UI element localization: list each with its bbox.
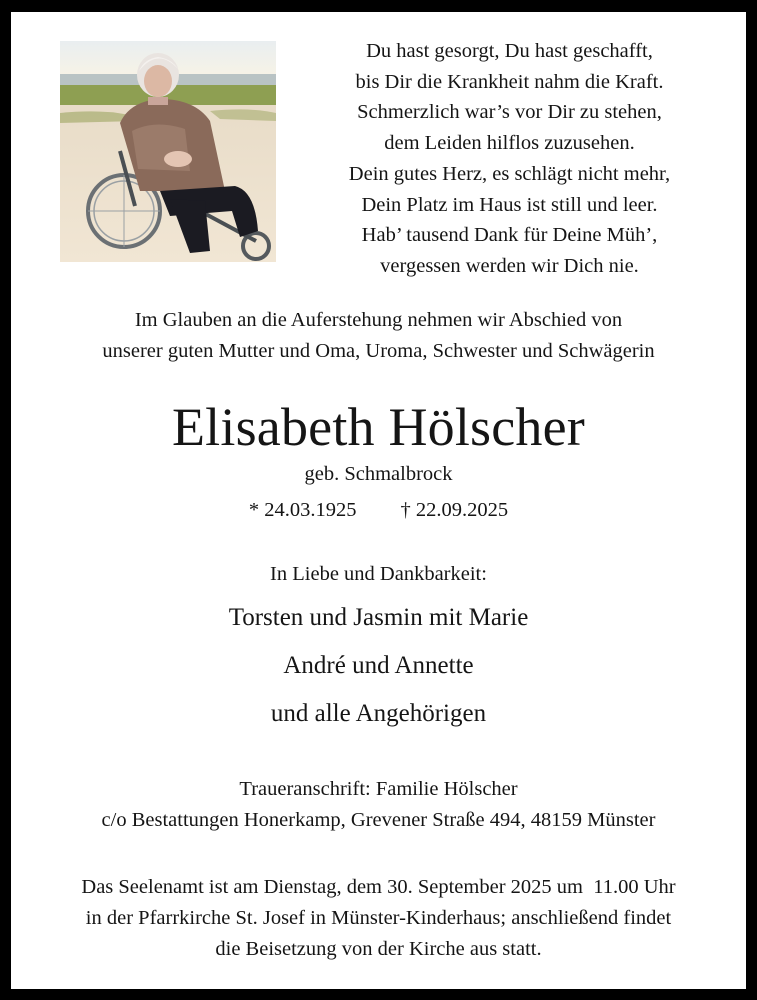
intro-line: Im Glauben an die Auferstehung nehmen wir Abschied von (134, 309, 623, 331)
death-date: † 22.09.2025 (400, 499, 509, 521)
poem-line: dem Leiden hilflos zuzusehen. (384, 132, 635, 155)
poem-line: Hab’ tausend Dank für Deine Müh’, (361, 224, 658, 247)
poem-line: Dein Platz im Haus ist still und leer. (361, 193, 658, 216)
poem-line: Schmerzlich war’s vor Dir zu stehen, (357, 101, 662, 124)
birth-date: * 24.03.1925 (248, 499, 357, 521)
farewell-intro (11, 305, 746, 367)
mourner-line: Torsten und Jasmin mit Marie (228, 604, 529, 631)
obituary-notice (11, 12, 746, 989)
address-line: Traueranschrift: Familie Hölscher (239, 778, 518, 800)
service-line: die Beisetzung von der Kirche aus statt. (215, 937, 542, 960)
memorial-poem (281, 36, 738, 282)
service-info (11, 872, 746, 964)
service-line: Das Seelenamt ist am Dienstag, dem 30. September 2025 um 11.00 Uhr (81, 876, 676, 898)
intro-line: unserer guten Mutter und Oma, Uroma, Schwester und Schwägerin (102, 339, 655, 362)
life-dates (11, 496, 746, 524)
service-line: in der Pfarrkirche St. Josef in Münster-Kinderhaus; anschließend findet (85, 906, 672, 929)
birth-name: geb. Schmalbrock (304, 463, 453, 485)
deceased-name: Elisabeth Hölscher (172, 397, 585, 457)
poem-line: bis Dir die Krankheit nahm die Kraft. (355, 70, 664, 93)
address-line: c/o Bestattungen Honerkamp, Grevener Straße 494, 48159 Münster (101, 808, 656, 831)
poem-line: vergessen werden wir Dich nie. (380, 254, 639, 277)
mourners-intro: In Liebe und Dankbarkeit: (270, 563, 487, 585)
mourning-address (11, 774, 746, 836)
poem-line: Du hast gesorgt, Du hast geschafft, (366, 40, 653, 62)
mourner-line: André und Annette (283, 652, 474, 679)
poem-line: Dein gutes Herz, es schlägt nicht mehr, (348, 162, 671, 185)
portrait-photo (60, 41, 276, 262)
mourner-line: und alle Angehörigen (270, 700, 487, 727)
